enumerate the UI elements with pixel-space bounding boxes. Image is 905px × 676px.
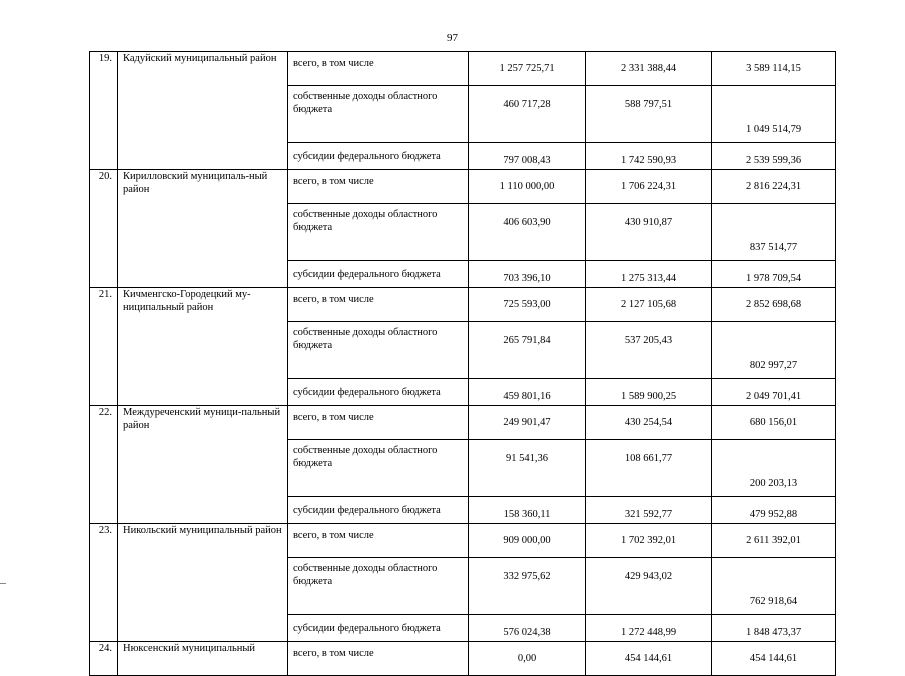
value-cell: 406 603,90 bbox=[469, 204, 586, 261]
value-cell: 1 049 514,79 bbox=[712, 86, 836, 143]
page-number: 97 bbox=[447, 32, 458, 44]
table-row bbox=[90, 288, 836, 322]
row-type-total: всего, в том числе bbox=[288, 52, 469, 86]
value-cell: 2 852 698,68 bbox=[712, 288, 836, 322]
value-cell: 1 848 473,37 bbox=[712, 615, 836, 642]
value-cell: 725 593,00 bbox=[469, 288, 586, 322]
value-cell: 2 127 105,68 bbox=[586, 288, 712, 322]
value-cell: 537 205,43 bbox=[586, 322, 712, 379]
district-name: Нюксенский муниципальный bbox=[118, 642, 288, 676]
value-cell: 2 331 388,44 bbox=[586, 52, 712, 86]
value-cell: 797 008,43 bbox=[469, 143, 586, 170]
edge-mark bbox=[0, 583, 6, 584]
row-type-federal: субсидии федерального бюджета bbox=[288, 379, 469, 406]
value-cell: 909 000,00 bbox=[469, 524, 586, 558]
value-cell: 1 272 448,99 bbox=[586, 615, 712, 642]
value-cell: 3 589 114,15 bbox=[712, 52, 836, 86]
row-type-own: собственные доходы областного бюджета bbox=[288, 440, 469, 497]
row-number: 20. bbox=[90, 170, 118, 288]
value-cell: 454 144,61 bbox=[712, 642, 836, 676]
district-name: Кирилловский муниципаль-ный район bbox=[118, 170, 288, 288]
value-cell: 479 952,88 bbox=[712, 497, 836, 524]
row-number: 21. bbox=[90, 288, 118, 406]
value-cell: 1 257 725,71 bbox=[469, 52, 586, 86]
row-type-total: всего, в том числе bbox=[288, 642, 469, 676]
district-name: Никольский муниципальный район bbox=[118, 524, 288, 642]
value-cell: 321 592,77 bbox=[586, 497, 712, 524]
value-cell: 703 396,10 bbox=[469, 261, 586, 288]
value-cell: 2 611 392,01 bbox=[712, 524, 836, 558]
row-type-federal: субсидии федерального бюджета bbox=[288, 261, 469, 288]
district-name: Междуреченский муници-пальный район bbox=[118, 406, 288, 524]
table-body bbox=[90, 52, 836, 676]
row-type-own: собственные доходы областного бюджета bbox=[288, 204, 469, 261]
value-cell: 2 049 701,41 bbox=[712, 379, 836, 406]
value-cell: 430 254,54 bbox=[586, 406, 712, 440]
value-cell: 265 791,84 bbox=[469, 322, 586, 379]
value-cell: 430 910,87 bbox=[586, 204, 712, 261]
row-type-total: всего, в том числе bbox=[288, 288, 469, 322]
value-cell: 0,00 bbox=[469, 642, 586, 676]
row-number: 19. bbox=[90, 52, 118, 170]
value-cell: 802 997,27 bbox=[712, 322, 836, 379]
value-cell: 91 541,36 bbox=[469, 440, 586, 497]
row-type-federal: субсидии федерального бюджета bbox=[288, 143, 469, 170]
table-row bbox=[90, 642, 836, 676]
row-type-own: собственные доходы областного бюджета bbox=[288, 558, 469, 615]
value-cell: 1 706 224,31 bbox=[586, 170, 712, 204]
value-cell: 1 978 709,54 bbox=[712, 261, 836, 288]
value-cell: 1 702 392,01 bbox=[586, 524, 712, 558]
value-cell: 1 275 313,44 bbox=[586, 261, 712, 288]
row-type-total: всего, в том числе bbox=[288, 170, 469, 204]
table-row bbox=[90, 52, 836, 86]
value-cell: 2 816 224,31 bbox=[712, 170, 836, 204]
budget-table bbox=[89, 51, 836, 676]
value-cell: 1 742 590,93 bbox=[586, 143, 712, 170]
table-row bbox=[90, 524, 836, 558]
table-row bbox=[90, 406, 836, 440]
value-cell: 332 975,62 bbox=[469, 558, 586, 615]
value-cell: 837 514,77 bbox=[712, 204, 836, 261]
district-name: Кадуйский муниципальный район bbox=[118, 52, 288, 170]
value-cell: 1 589 900,25 bbox=[586, 379, 712, 406]
row-number: 23. bbox=[90, 524, 118, 642]
value-cell: 249 901,47 bbox=[469, 406, 586, 440]
value-cell: 680 156,01 bbox=[712, 406, 836, 440]
value-cell: 454 144,61 bbox=[586, 642, 712, 676]
row-type-federal: субсидии федерального бюджета bbox=[288, 497, 469, 524]
row-number: 24. bbox=[90, 642, 118, 676]
row-number: 22. bbox=[90, 406, 118, 524]
value-cell: 576 024,38 bbox=[469, 615, 586, 642]
value-cell: 200 203,13 bbox=[712, 440, 836, 497]
value-cell: 1 110 000,00 bbox=[469, 170, 586, 204]
row-type-own: собственные доходы областного бюджета bbox=[288, 86, 469, 143]
table-row bbox=[90, 170, 836, 204]
value-cell: 460 717,28 bbox=[469, 86, 586, 143]
value-cell: 158 360,11 bbox=[469, 497, 586, 524]
value-cell: 588 797,51 bbox=[586, 86, 712, 143]
value-cell: 2 539 599,36 bbox=[712, 143, 836, 170]
value-cell: 459 801,16 bbox=[469, 379, 586, 406]
value-cell: 429 943,02 bbox=[586, 558, 712, 615]
value-cell: 108 661,77 bbox=[586, 440, 712, 497]
value-cell: 762 918,64 bbox=[712, 558, 836, 615]
row-type-federal: субсидии федерального бюджета bbox=[288, 615, 469, 642]
district-name: Кичменгско-Городецкий му-ниципальный район bbox=[118, 288, 288, 406]
row-type-total: всего, в том числе bbox=[288, 524, 469, 558]
row-type-own: собственные доходы областного бюджета bbox=[288, 322, 469, 379]
row-type-total: всего, в том числе bbox=[288, 406, 469, 440]
